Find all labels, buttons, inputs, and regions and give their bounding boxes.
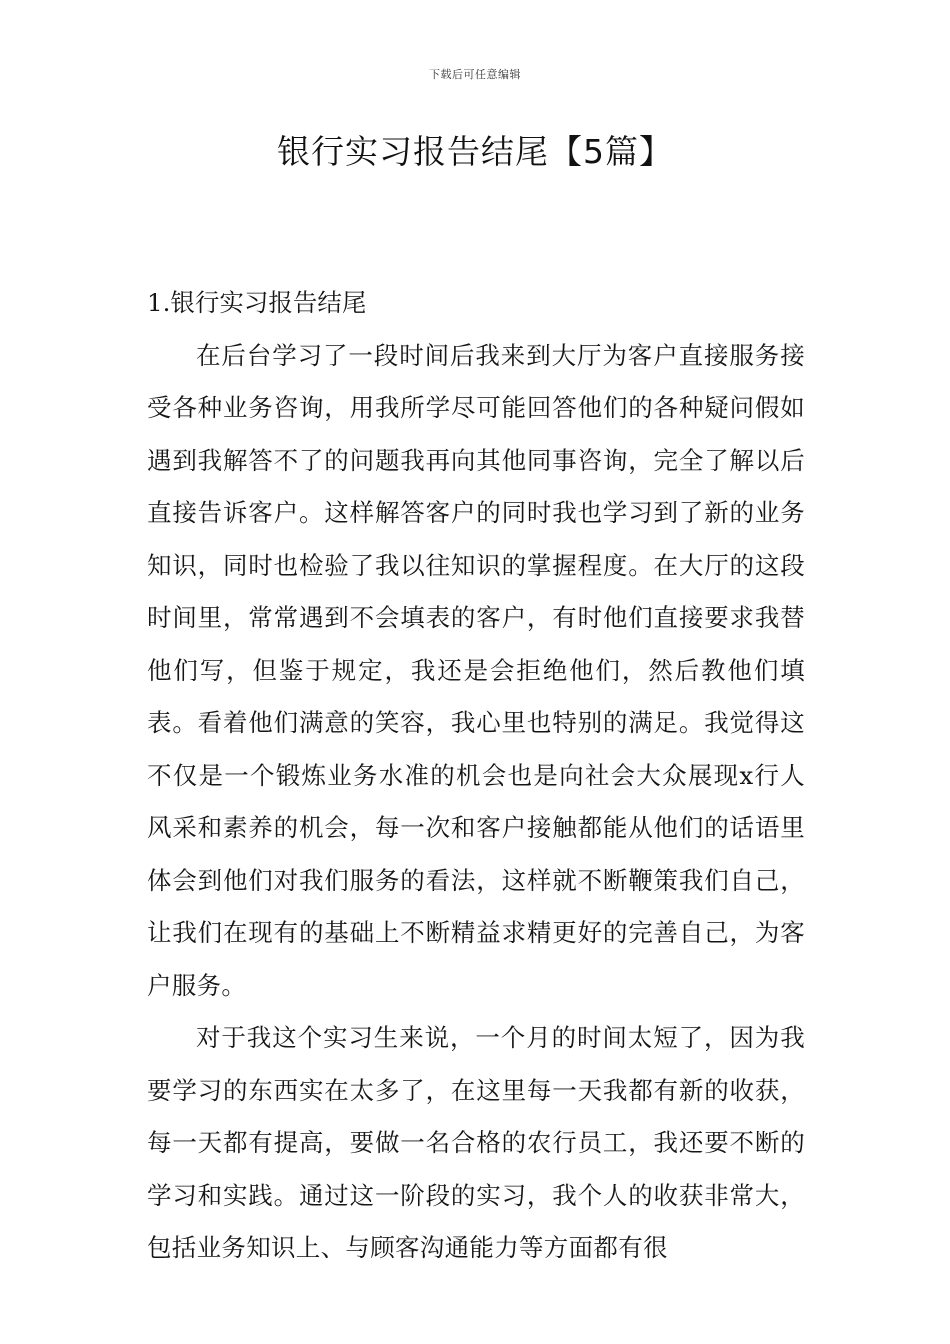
paragraph: 在后台学习了一段时间后我来到大厅为客户直接服务接受各种业务咨询，用我所学尽可能回答他们的各种疑问假如遇到我解答不了的问题我再向其他同事咨询，完全了解以后直接告诉客户。这样解答客户的同时我也学习到了新的业务知识，同时也检验了我以往知识的掌握程度。在大厅的这段时间里，常常遇到不会填表的客户，有时他们直接要求我替他们写，但鉴于规定，我还是会拒绝他们，然后教他们填表。看着他们满意的笑容，我心里也特别的满足。我觉得这不仅是一个锻炼业务水准的机会也是向社会大众展现x行人风采和素养的机会，每一次和客户接触都能从他们的话语里体会到他们对我们服务的看法，这样就不断鞭策我们自己，让我们在现有的基础上不断精益求精更好的完善自己，为客户服务。 [147, 340, 805, 1000]
header-note: 下载后可任意编辑 [429, 68, 521, 81]
document-title: 银行实习报告结尾【5篇】 [277, 132, 673, 171]
section-heading: 1.银行实习报告结尾 [147, 288, 367, 317]
document-body [147, 277, 805, 1275]
paragraph: 对于我这个实习生来说，一个月的时间太短了，因为我要学习的东西实在太多了，在这里每一天我都有新的收获，每一天都有提高，要做一名合格的农行员工，我还要不断的学习和实践。通过这一阶段的实习，我个人的收获非常大，包括业务知识上、与顾客沟通能力等方面都有很 [147, 1023, 805, 1262]
